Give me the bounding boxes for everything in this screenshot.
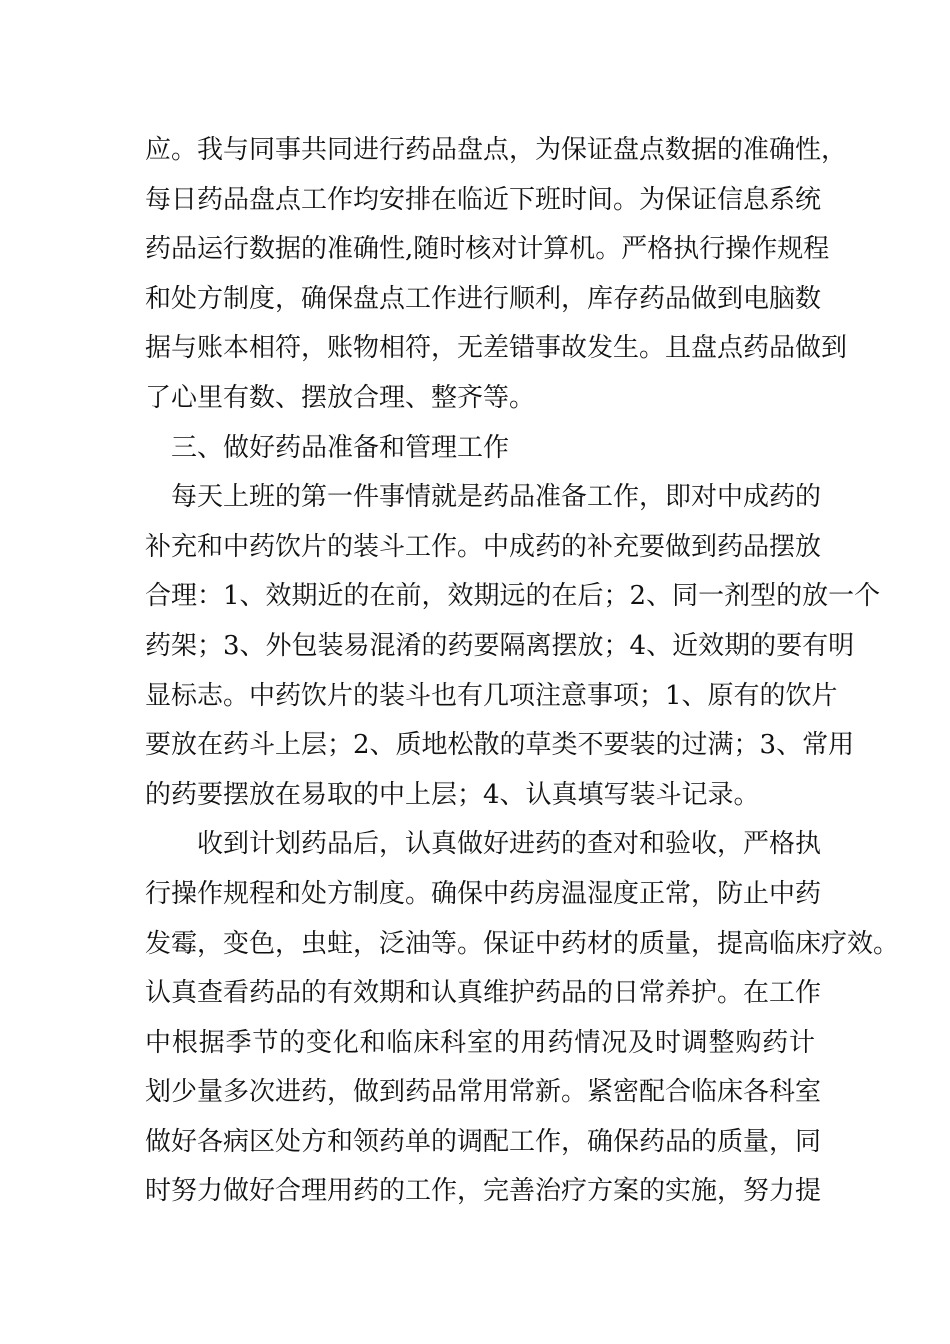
text-line: 行操作规程和处方制度。确保中药房温湿度正常，防止中药 xyxy=(145,878,822,909)
text-line: 合理：1、效期近的在前，效期远的在后；2、同一剂型的放一个 xyxy=(145,581,881,612)
section-heading: 三、做好药品准备和管理工作 xyxy=(171,432,510,463)
text-line: 每天上班的第一件事情就是药品准备工作，即对中成药的 xyxy=(171,482,822,513)
text-line: 发霉，变色，虫蛀，泛油等。保证中药材的质量，提高临床疗效。 xyxy=(145,928,900,959)
text-line: 做好各病区处方和领药单的调配工作，确保药品的质量，同 xyxy=(145,1126,822,1157)
text-line: 显标志。中药饮片的装斗也有几项注意事项；1、原有的饮片 xyxy=(145,680,838,711)
text-line: 药品运行数据的准确性,随时核对计算机。严格执行操作规程 xyxy=(145,234,830,265)
text-line: 要放在药斗上层；2、质地松散的草类不要装的过满；3、常用 xyxy=(145,730,855,761)
text-line: 补充和中药饮片的装斗工作。中成药的补充要做到药品摆放 xyxy=(145,531,822,562)
text-line: 和处方制度，确保盘点工作进行顺利，库存药品做到电脑数 xyxy=(145,283,822,314)
text-line: 认真查看药品的有效期和认真维护药品的日常养护。在工作 xyxy=(145,978,822,1009)
text-line: 的药要摆放在易取的中上层；4、认真填写装斗记录。 xyxy=(145,779,760,810)
text-line: 中根据季节的变化和临床科室的用药情况及时调整购药计 xyxy=(145,1027,815,1058)
text-line: 时努力做好合理用药的工作，完善治疗方案的实施，努力提 xyxy=(145,1176,822,1207)
text-line: 每日药品盘点工作均安排在临近下班时间。为保证信息系统 xyxy=(145,184,822,215)
text-line: 应。我与同事共同进行药品盘点，为保证盘点数据的准确性， xyxy=(145,135,848,165)
body-text xyxy=(145,126,900,1217)
text-line: 药架；3、外包装易混淆的药要隔离摆放；4、近效期的要有明 xyxy=(145,630,855,661)
text-line: 据与账本相符，账物相符，无差错事故发生。且盘点药品做到 xyxy=(145,333,848,364)
text-line: 了心里有数、摆放合理、整齐等。 xyxy=(145,382,536,413)
text-line: 划少量多次进药，做到药品常用常新。紧密配合临床各科室 xyxy=(145,1077,822,1108)
text-line: 收到计划药品后，认真做好进药的查对和验收，严格执 xyxy=(197,829,822,860)
